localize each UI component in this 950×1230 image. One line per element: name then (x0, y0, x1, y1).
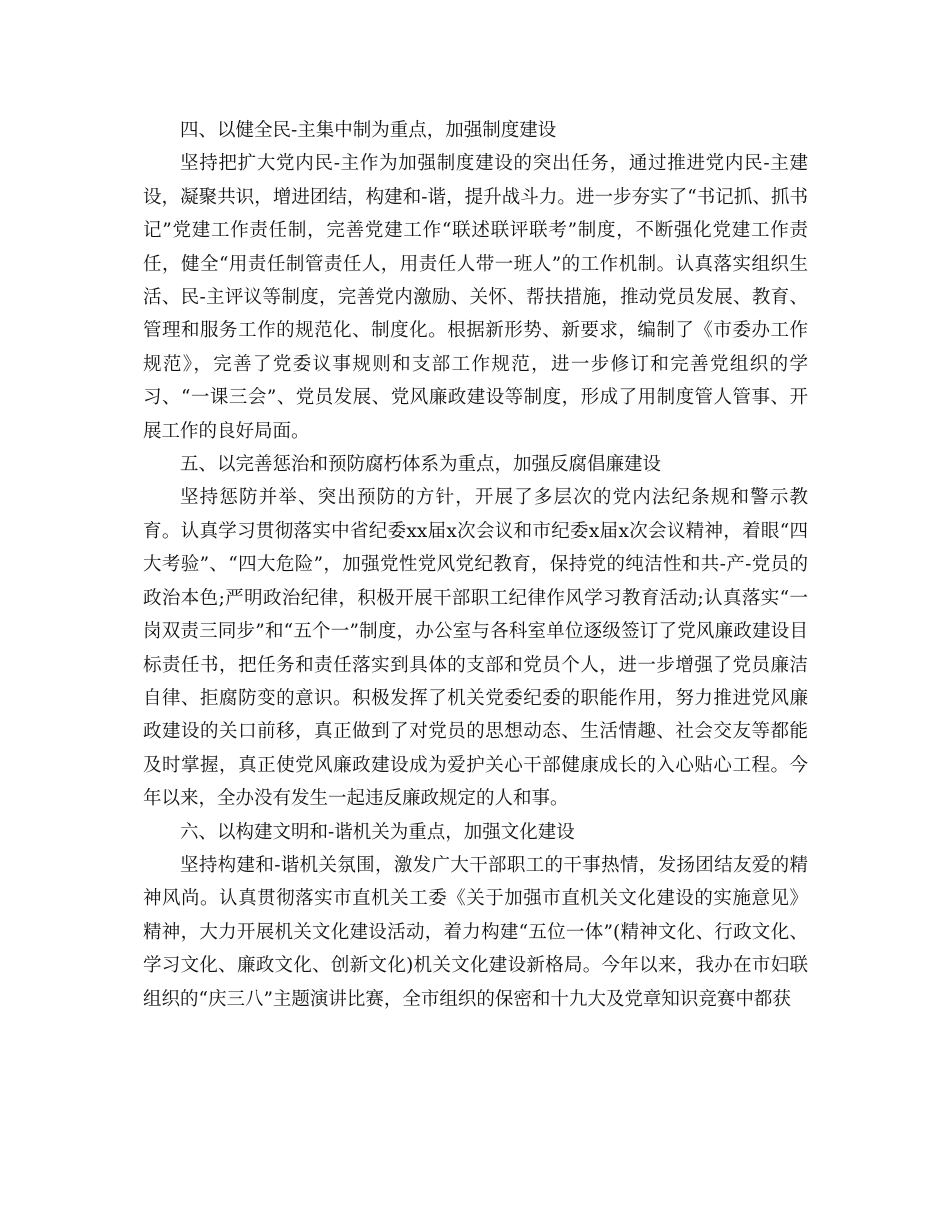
paragraph-culture-building: 坚持构建和-谐机关氛围，激发广大干部职工的干事热情，发扬团结友爱的精神风尚。认真贯彻落实市直机关工委《关于加强市直机关文化建设的实施意见》精神，大力开展机关文化建设活动，着力构建“五位一体”(精神文化、行政文化、学习文化、廉政文化、创新文化)机关文化建设新格局。今年以来，我办在市妇联组织的“庆三八”主题演讲比赛，全市组织的保密和十九大及党章知识竞赛中都获 (143, 854, 808, 1010)
section-heading-4: 四、以健全民-主集中制为重点，加强制度建设 (180, 120, 557, 141)
section-heading-5: 五、以完善惩治和预防腐朽体系为重点，加强反腐倡廉建设 (180, 454, 662, 476)
paragraph-anti-corruption: 坚持惩防并举、突出预防的方针，开展了多层次的党内法纪条规和警示教育。认真学习贯彻落实中省纪委xx届x次会议和市纪委x届x次会议精神，着眼“四大考验”、“四大危险”，加强党性党风党纪教育，保持党的纯洁性和共-产-党员的政治本色;严明政治纪律，积极开展干部职工纪律作风学习教育活动;认真落实“一岗双责三同步”和“五个一”制度，办公室与各科室单位逐级签订了党风廉政建设目标责任书，把任务和责任落实到具体的支部和党员个人，进一步增强了党员廉洁自律、拒腐防变的意识。积极发挥了机关党委纪委的职能作用，努力推进党风廉政建设的关口前移，真正做到了对党员的思想动态、生活情趣、社会交友等都能及时掌握，真正使党风廉政建设成为爱护关心干部健康成长的入心贴心工程。今年以来，全办没有发生一起违反廉政规定的人和事。 (143, 487, 808, 810)
section-heading-6: 六、以构建文明和-谐机关为重点，加强文化建设 (180, 821, 575, 843)
paragraph-democracy-system: 坚持把扩大党内民-主作为加强制度建设的突出任务，通过推进党内民-主建设，凝聚共识，增进团结，构建和-谐，提升战斗力。进一步夯实了“书记抓、抓书记”党建工作责任制，完善党建工作“联述联评联考”制度，不断强化党建工作责任，健全“用责任制管责任人，用责任人带一班人”的工作机制。认真落实组织生活、民-主评议等制度，完善党内激励、关怀、帮扶措施，推动党员发展、教育、管理和服务工作的规范化、制度化。根据新形势、新要求，编制了《市委办工作规范》，完善了党委议事规则和支部工作规范，进一步修订和完善党组织的学习、“一课三会”、党员发展、党风廉政建设等制度，形成了用制度管人管事、开展工作的良好局面。 (143, 153, 808, 442)
document-body (143, 114, 808, 1016)
